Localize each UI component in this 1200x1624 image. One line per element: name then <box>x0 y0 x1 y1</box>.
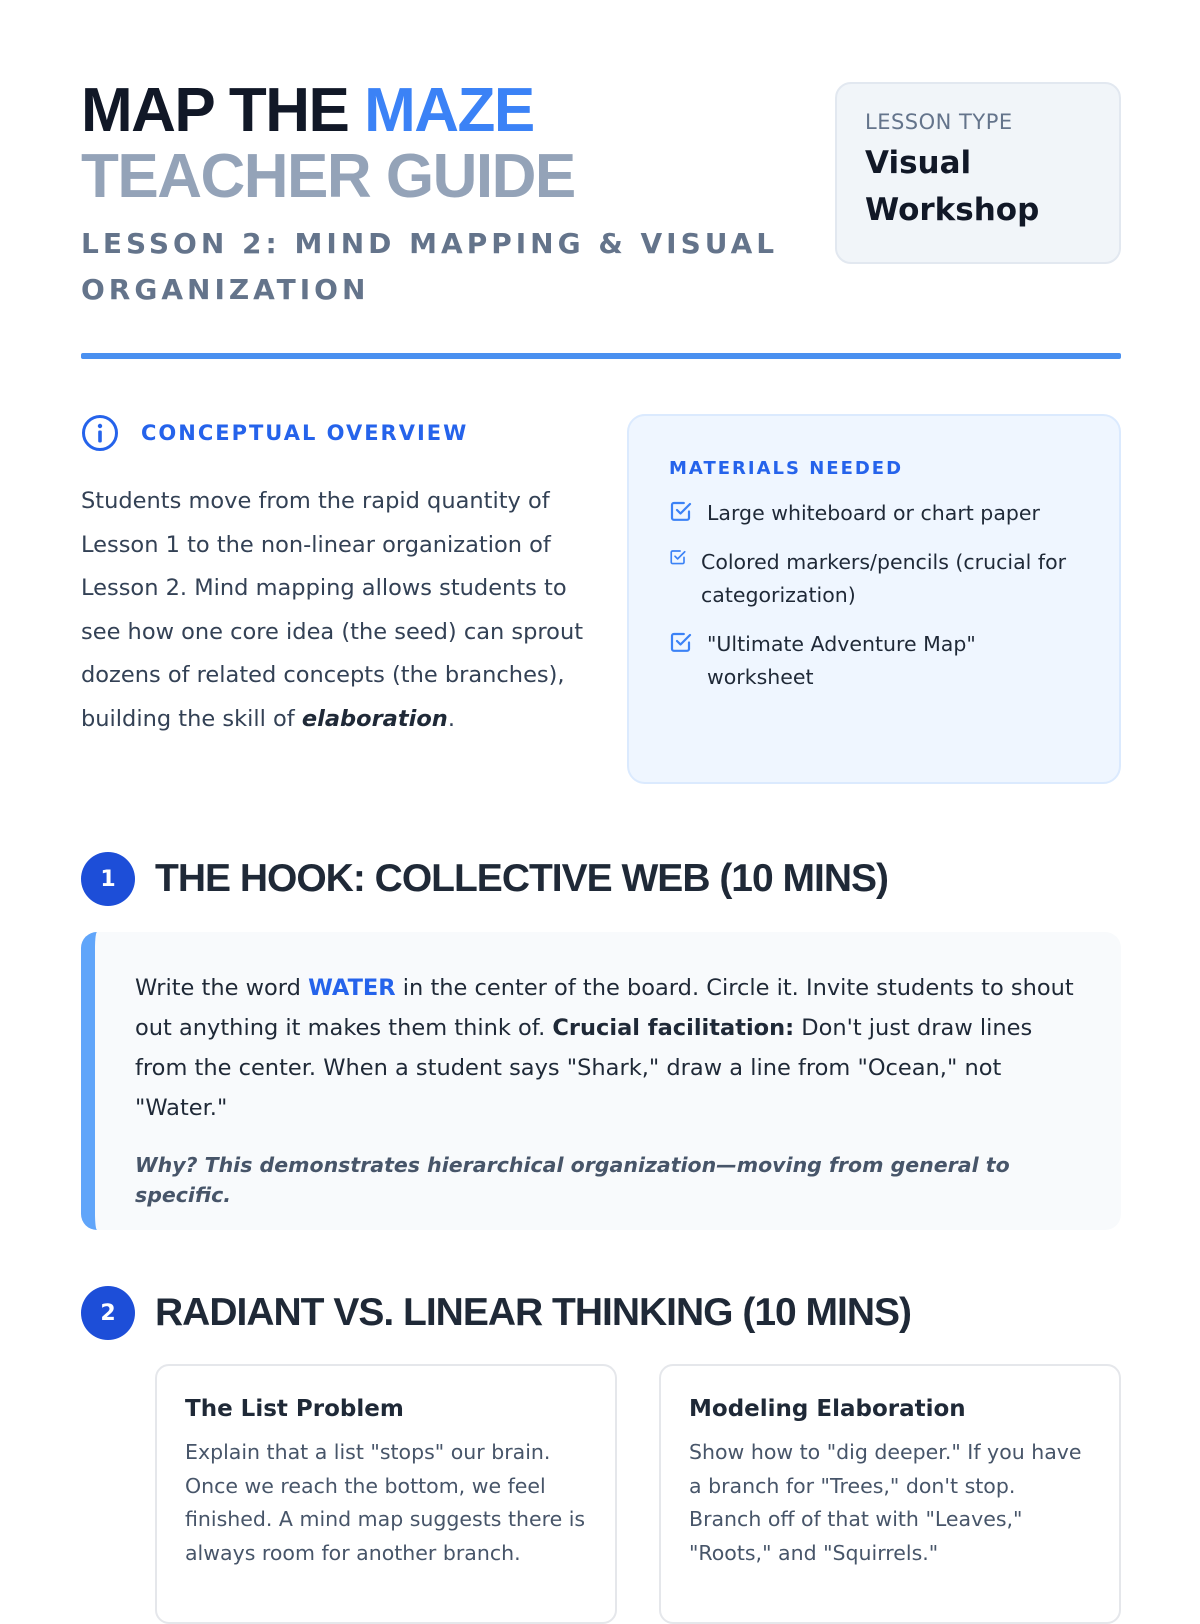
lesson-subtitle: LESSON 2: MIND MAPPING & VISUAL ORGANIZATION <box>81 227 779 306</box>
title-part-teacher-guide: TEACHER GUIDE <box>81 142 575 211</box>
hook-keyword: WATER <box>308 975 396 1001</box>
section-2-title: RADIANT VS. LINEAR THINKING (10 MINS) <box>155 1291 912 1334</box>
hook-text-a: Write the word <box>135 975 309 1001</box>
hook-rationale: Why? This demonstrates hierarchical organization—moving from general to specific. <box>135 1153 1010 1207</box>
materials-item <box>669 628 1079 694</box>
lesson-type-value <box>865 140 1091 234</box>
materials-item-text: Colored markers/pencils (crucial for categorization) <box>701 550 1067 607</box>
materials-item <box>669 546 1079 612</box>
checkbox-checked-icon <box>669 499 693 523</box>
overview-body: Students move from the rapid quantity of Lesson 1 to the non-linear organization of Lesson 2. Mind mapping allows students to see how one core idea (the seed) can sprout dozens of related concepts (the branches), building the skill of <box>81 488 584 732</box>
step-number-badge: 1 <box>81 852 135 906</box>
overview-title: CONCEPTUAL OVERVIEW <box>141 421 469 445</box>
materials-item <box>669 497 1079 530</box>
hook-text-b: in the center of the board. Circle it. Invite students to shout out anything it makes them think of. <box>135 975 1074 1041</box>
overview-heading <box>81 414 468 452</box>
materials-list <box>669 497 1079 694</box>
materials-title: MATERIALS NEEDED <box>669 458 904 479</box>
step-number-badge: 2 <box>81 1286 135 1340</box>
lesson-type-label: LESSON TYPE <box>865 110 1013 134</box>
title-part-maze: MAZE <box>364 76 534 145</box>
overview-emphasis: elaboration <box>301 705 448 732</box>
card-title: Modeling Elaboration <box>689 1396 966 1422</box>
info-icon <box>81 414 119 452</box>
list-problem-card <box>155 1364 617 1624</box>
overview-text <box>81 480 601 741</box>
hook-instructions <box>135 968 1081 1128</box>
checkbox-checked-icon <box>669 630 693 654</box>
hook-callout <box>81 932 1121 1230</box>
hook-text-c: Don't just draw lines from the center. When a student says "Shark," draw a line from "Ocean," not "Water." <box>135 1015 1033 1121</box>
page-title <box>81 78 831 210</box>
hook-facilitation-label: Crucial facilitation: <box>552 1015 795 1041</box>
checkbox-checked-icon <box>669 548 687 566</box>
section-2-heading <box>81 1286 911 1340</box>
header-divider <box>81 353 1121 359</box>
section-1-heading <box>81 852 888 906</box>
materials-item-text: Large whiteboard or chart paper <box>707 501 1040 525</box>
section-1-title: THE HOOK: COLLECTIVE WEB (10 MINS) <box>155 857 889 900</box>
card-title: The List Problem <box>185 1396 404 1422</box>
overview-end: . <box>447 705 455 732</box>
materials-item-text: "Ultimate Adventure Map" worksheet <box>707 632 976 689</box>
materials-panel <box>627 414 1121 784</box>
card-text: Explain that a list "stops" our brain. Once we reach the bottom, we feel finished. A mind map suggests there is always room for another branch. <box>185 1440 586 1565</box>
section-2-cards <box>155 1364 1121 1600</box>
title-part-map-the: MAP THE <box>81 76 365 145</box>
modeling-elaboration-card <box>659 1364 1121 1624</box>
lesson-type-card <box>835 82 1121 264</box>
lesson-type-value-line1: Visual <box>865 145 972 181</box>
lesson-type-value-line2: Workshop <box>865 192 1040 228</box>
card-text: Show how to "dig deeper." If you have a branch for "Trees," don't stop. Branch off of that with "Leaves," "Roots," and "Squirrels." <box>689 1440 1082 1565</box>
